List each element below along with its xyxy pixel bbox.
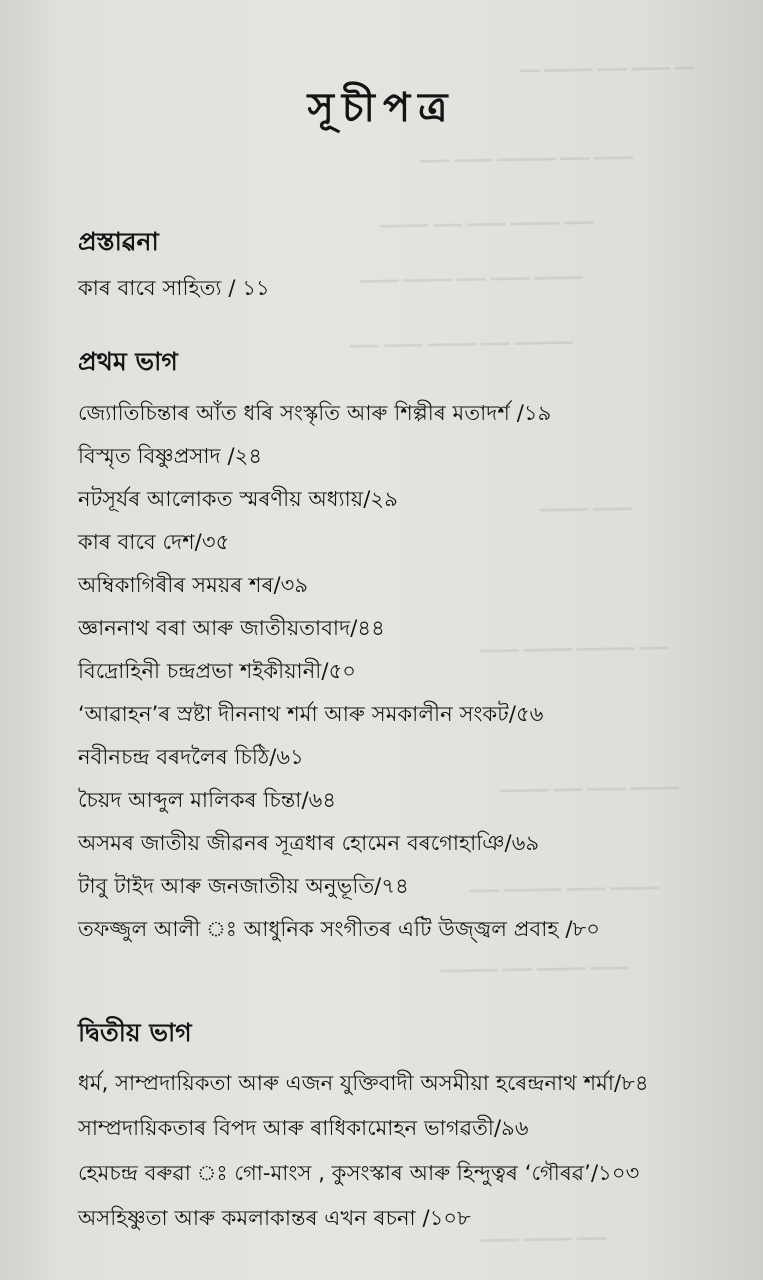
section-heading-part-two: দ্বিতীয় ভাগ [78,1018,192,1047]
toc-entry: বিদ্ৰোহিনী চন্দ্ৰপ্ৰভা শইকীয়ানী/৫০ [78,659,357,683]
toc-entry: টাবু টাইদ আৰু জনজাতীয় অনুভূতি/৭৪ [78,874,409,898]
show-through-texture: ━━━ ━━━━ ━━━━━━ ━━━ ━━━━ [419,148,634,171]
toc-entry: কাৰ বাবে সাহিত্য / ১১ [78,276,270,300]
toc-entry: নবীনচন্দ্ৰ বৰদলৈৰ চিঠি/৬১ [78,745,304,769]
toc-entry: হেমচন্দ্ৰ বৰুৱা ঃ গো-মাংস , কুসংস্কাৰ আৰু হিন্দুত্বৰ ‘গৌৰৱ’/১০৩ [78,1161,640,1185]
toc-entry: অম্বিকাগিৰীৰ সময়ৰ শৰ/৩৯ [78,573,309,597]
page-title: সূচীপত্র [307,85,456,131]
toc-entry: নটসূৰ্যৰ আলোকত স্মৰণীয় অধ্যায়/২৯ [78,487,398,511]
toc-entry: ‘আৱাহন’ৰ স্ৰষ্টা দীননাথ শৰ্মা আৰু সমকালীন সংকট/৫৬ [78,702,544,726]
toc-entry: সাম্প্ৰদায়িকতাৰ বিপদ আৰু ৰাধিকামোহন ভাগৱতী/৯৬ [78,1116,529,1140]
show-through-texture: ━━━━━ ━━━━ [539,499,632,520]
toc-entry: কাৰ বাবে দেশ/৩৫ [78,530,230,554]
toc-entry: ধৰ্ম, সাম্প্ৰদায়িকতা আৰু এজন যুক্তিবাদী অসমীয়া হৰেন্দ্ৰনাথ শৰ্মা/৮৪ [78,1071,649,1095]
toc-entry: জ্ঞাননাথ বৰা আৰু জাতীয়তাবাদ/৪৪ [78,616,385,640]
show-through-texture: ━━━━ ━━━━━ ━━━━━━ ━━━ [479,638,669,661]
toc-entry: চৈয়দ আব্দুল মালিকৰ চিন্তা/৬৪ [78,788,337,812]
show-through-texture: ━━━━━ ━━━ ━━━━ ━━━━━ [499,778,680,801]
section-heading-part-one: প্ৰথম ভাগ [78,347,178,376]
toc-entry: জ্যোতিচিন্তাৰ আঁত ধৰি সংস্কৃতি আৰু শিল্পীৰ মতাদৰ্শ /১৯ [78,401,552,425]
show-through-texture: ━━━━ ━━━━━ ━━━ [479,1228,606,1251]
show-through-texture: ━━━━━━ ━━━ ━━━━━ ━━━━ [439,958,629,981]
toc-entry: অসমৰ জাতীয় জীৱনৰ সূত্ৰধাৰ হোমেন বৰগোহাঞি/৬৯ [78,831,540,855]
show-through-texture: ━━━ ━━━━━━ ━━━━ ━━━━━ [469,878,659,901]
show-through-texture: ━━━━ ━━━━━ ━━━ ━━━━ ━━━━━ [359,268,583,291]
toc-entry: অসহিষ্ণুতা আৰু কমলাকান্তৰ এখন ৰচনা /১০৮ [78,1206,471,1230]
show-through-texture: ━━━ ━━━━ ━━━━━ ━━━ ━━━━━━ [349,333,573,356]
show-through-texture: ━━━━━ ━━━ ━━━━ ━━━━━ ━━━ [379,213,594,236]
toc-entry: তফজ্জুল আলী ঃ আধুনিক সংগীতৰ এটি উজ্জ্বল প্ৰবাহ /৮০ [78,917,600,941]
toc-entry: বিস্মৃত বিষ্ণুপ্ৰসাদ /২৪ [78,444,263,468]
section-heading-preface: প্ৰস্তাৱনা [78,227,159,256]
show-through-texture: ━━ ━━━━━ ━━━ ━━━━ ━━ [519,58,695,81]
